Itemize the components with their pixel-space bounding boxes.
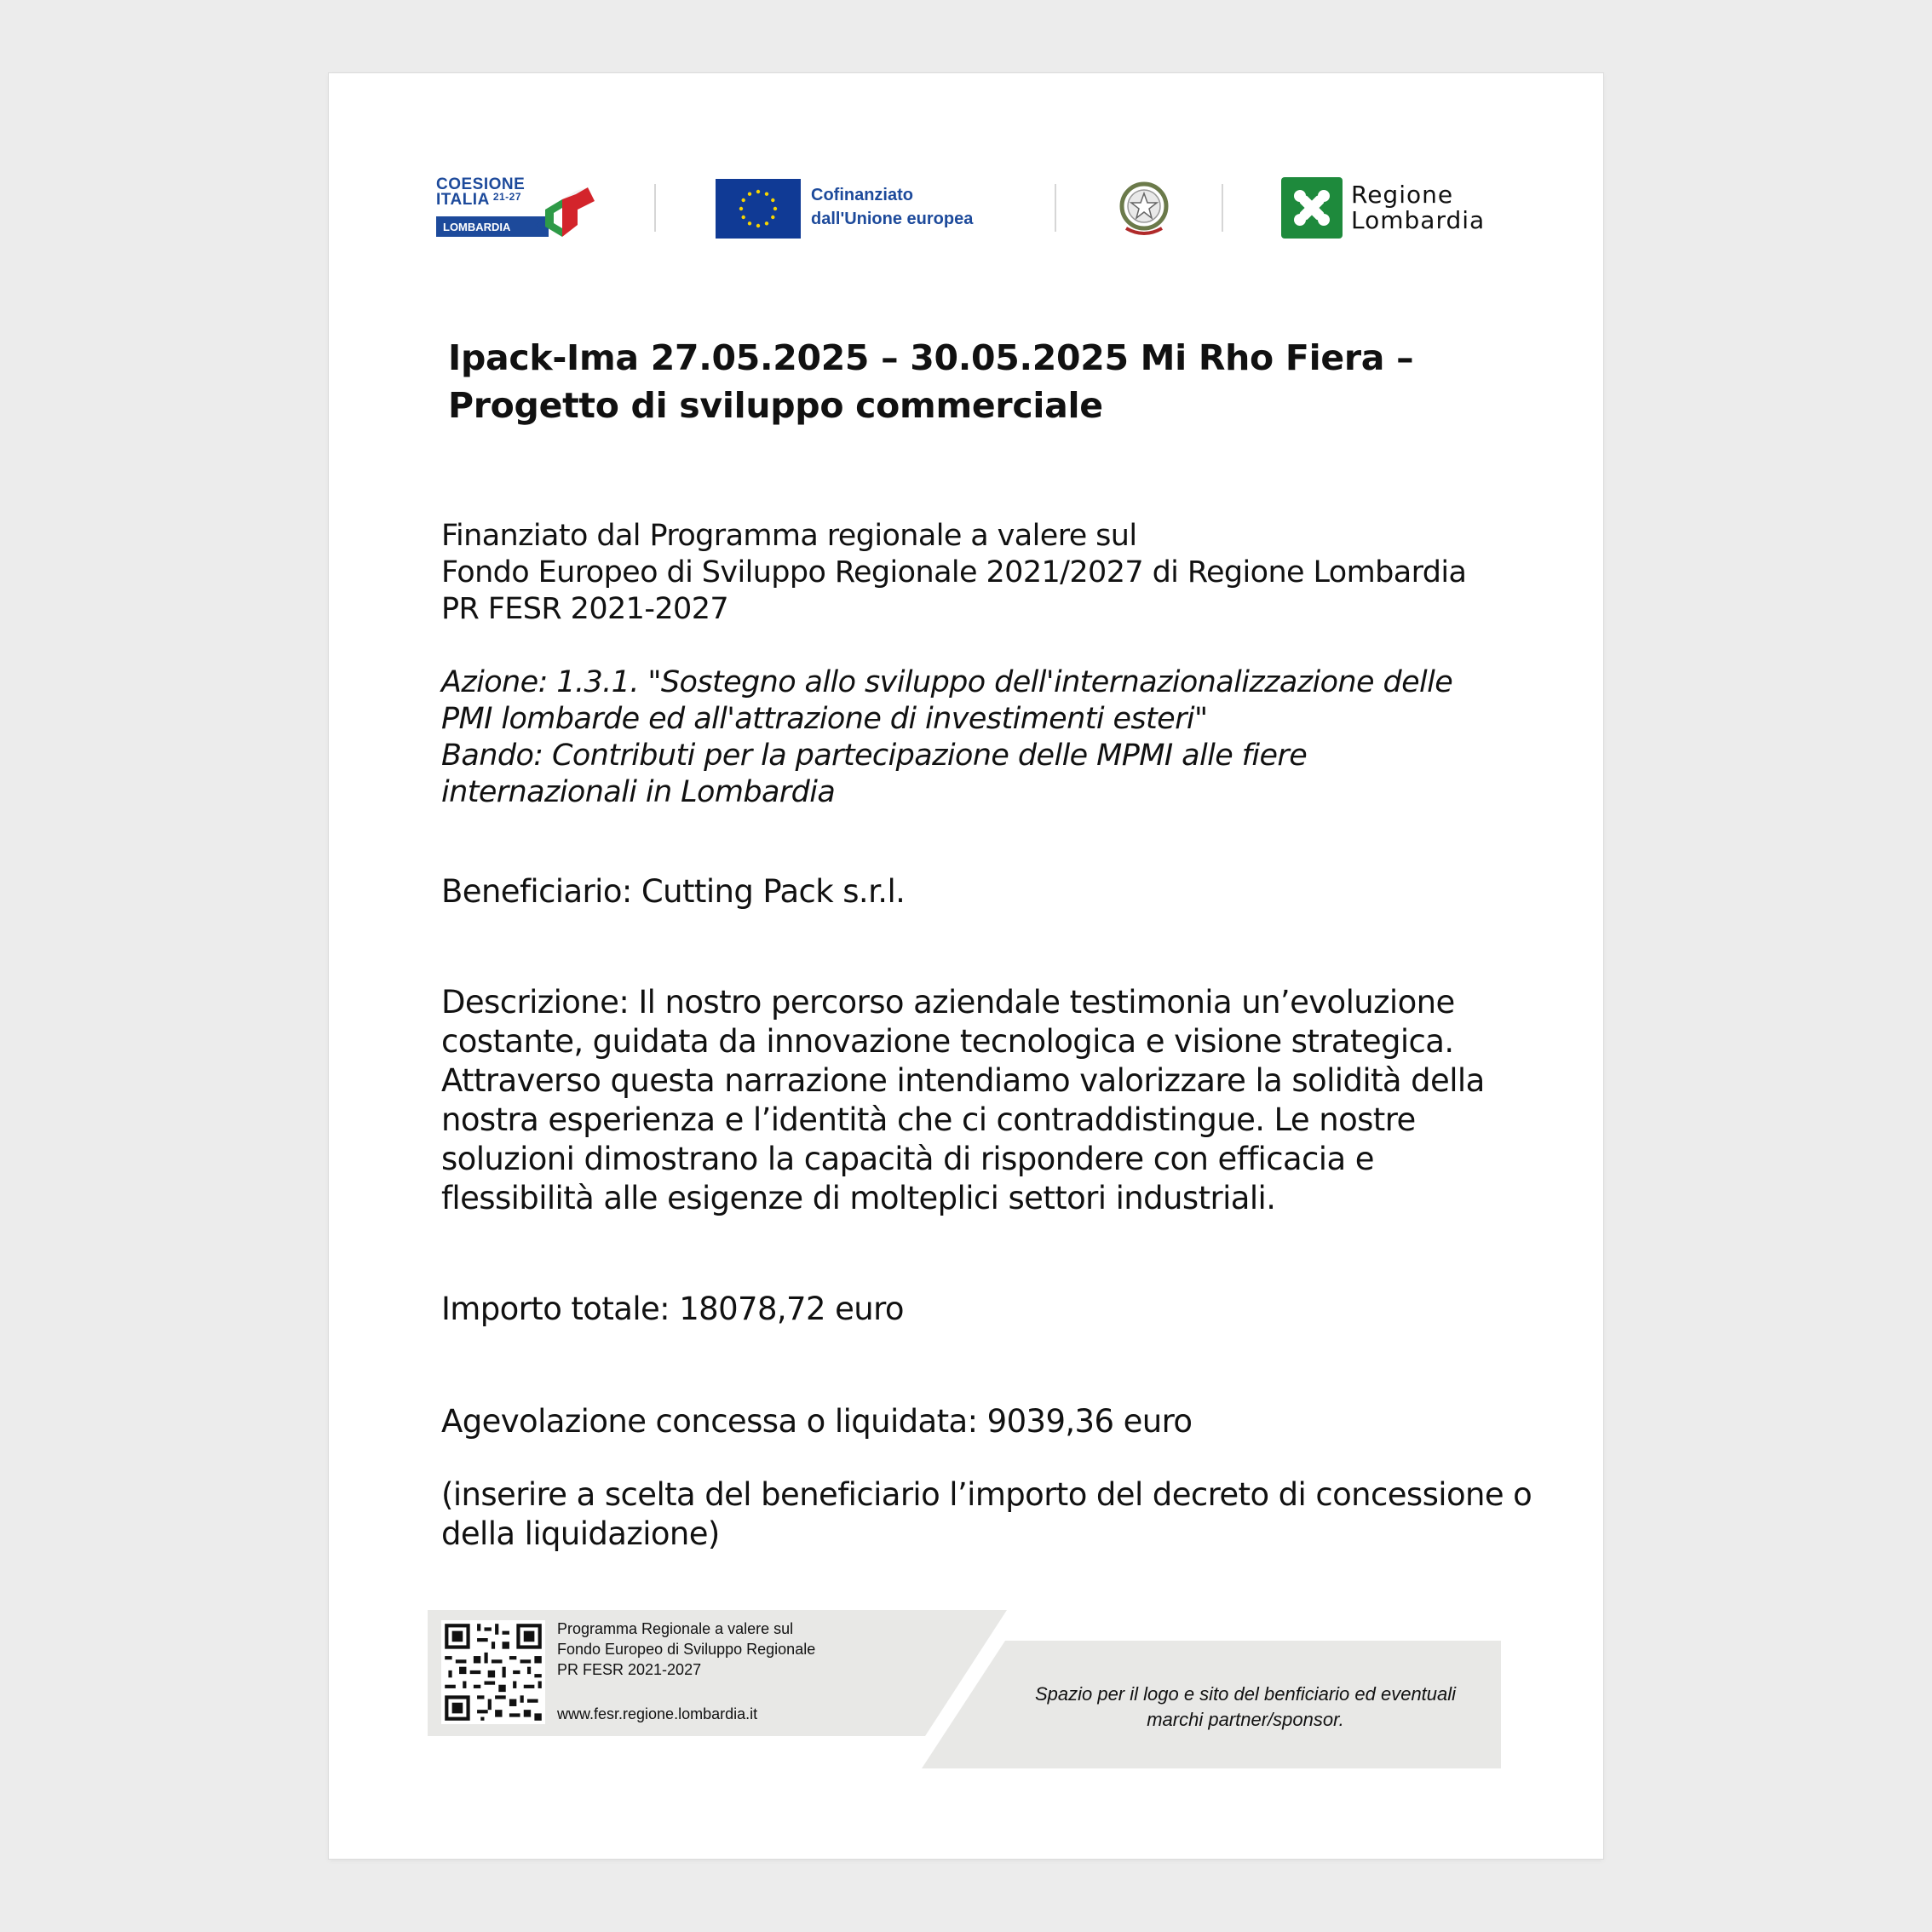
total-amount bbox=[441, 1290, 1498, 1329]
description-line: Attraverso questa narrazione intendiamo valorizzare la solidità della bbox=[441, 1062, 1485, 1099]
action-paragraph bbox=[441, 664, 1498, 811]
footer-program-line: Programma Regionale a valere sul bbox=[557, 1620, 794, 1637]
title-line-2: Progetto di sviluppo commerciale bbox=[448, 385, 1103, 426]
eu-label-line1: Cofinanziato bbox=[811, 186, 913, 204]
placeholder-line: Spazio per il logo e sito del benficiario ed eventuali bbox=[1034, 1683, 1457, 1705]
footer-program-line: PR FESR 2021-2027 bbox=[557, 1661, 702, 1678]
italia-text: ITALIA bbox=[436, 191, 490, 209]
note-paragraph bbox=[441, 1475, 1532, 1554]
grant-amount bbox=[441, 1402, 1498, 1441]
coesione-italia-logo bbox=[436, 175, 607, 245]
action-line: Azione: 1.3.1. "Sostegno allo sviluppo dell'internazionalizzazione delle bbox=[441, 665, 1453, 699]
regione-lombardia-logo bbox=[1281, 177, 1503, 240]
italian-republic-emblem-icon bbox=[1116, 179, 1172, 239]
lombardia-label: Lombardia bbox=[1351, 206, 1486, 234]
page-title bbox=[448, 334, 1470, 429]
footer-program-panel bbox=[428, 1610, 1007, 1736]
funding-line: PR FESR 2021-2027 bbox=[441, 592, 729, 626]
placeholder-line: marchi partner/sponsor. bbox=[1147, 1709, 1344, 1730]
title-line-1: Ipack-Ima 27.05.2025 – 30.05.2025 Mi Rho Fiera – bbox=[448, 337, 1414, 378]
italia-label bbox=[436, 191, 521, 210]
action-line: Bando: Contributi per la partecipazione delle MPMI alle fiere bbox=[441, 739, 1308, 773]
funding-paragraph bbox=[441, 518, 1498, 628]
footer-url-link[interactable]: www.fesr.regione.lombardia.it bbox=[557, 1705, 758, 1722]
description-line: Descrizione: Il nostro percorso aziendale testimonia un’evoluzione bbox=[441, 984, 1455, 1021]
logo-separator bbox=[654, 184, 656, 232]
eu-cofinanced-logo bbox=[716, 179, 1022, 240]
grant-amount-text: Agevolazione concessa o liquidata: 9039,36 euro bbox=[441, 1403, 1193, 1440]
lombardia-bar-label: LOMBARDIA bbox=[443, 221, 511, 233]
beneficiary-logo-placeholder bbox=[922, 1641, 1501, 1768]
note-line: della liquidazione) bbox=[441, 1515, 720, 1552]
beneficiary-text: Beneficiario: Cutting Pack s.r.l. bbox=[441, 873, 906, 910]
lombardia-rose-icon bbox=[1281, 177, 1343, 239]
description-line: soluzioni dimostrano la capacità di rispondere con efficacia e bbox=[441, 1141, 1374, 1177]
document-page bbox=[329, 73, 1603, 1859]
qr-code-icon bbox=[441, 1620, 545, 1724]
action-line: PMI lombarde ed all'attrazione di investimenti esteri" bbox=[441, 702, 1208, 736]
total-amount-text: Importo totale: 18078,72 euro bbox=[441, 1291, 904, 1327]
description-paragraph bbox=[441, 983, 1498, 1218]
note-line: (inserire a scelta del beneficiario l’importo del decreto di concessione o bbox=[441, 1476, 1532, 1513]
regione-label: Regione bbox=[1351, 181, 1454, 209]
years-label: 21-27 bbox=[492, 191, 522, 203]
footer-program-line: Fondo Europeo di Sviluppo Regionale bbox=[557, 1641, 816, 1658]
beneficiary bbox=[441, 872, 1498, 911]
description-line: nostra esperienza e l’identità che ci contraddistingue. Le nostre bbox=[441, 1101, 1416, 1138]
funding-line: Fondo Europeo di Sviluppo Regionale 2021/2027 di Regione Lombardia bbox=[441, 555, 1467, 589]
funding-line: Finanziato dal Programma regionale a valere sul bbox=[441, 519, 1137, 553]
eu-flag-icon bbox=[716, 179, 801, 239]
description-line: costante, guidata da innovazione tecnologica e visione strategica. bbox=[441, 1023, 1454, 1060]
logo-separator bbox=[1055, 184, 1056, 232]
coesione-label: COESIONE bbox=[436, 175, 526, 193]
action-line: internazionali in Lombardia bbox=[441, 775, 836, 809]
tricolor-cube-icon bbox=[528, 175, 596, 244]
eu-label-line2: dall'Unione europea bbox=[811, 210, 974, 228]
description-line: flessibilità alle esigenze di molteplici settori industriali. bbox=[441, 1180, 1276, 1216]
logo-separator bbox=[1222, 184, 1223, 232]
